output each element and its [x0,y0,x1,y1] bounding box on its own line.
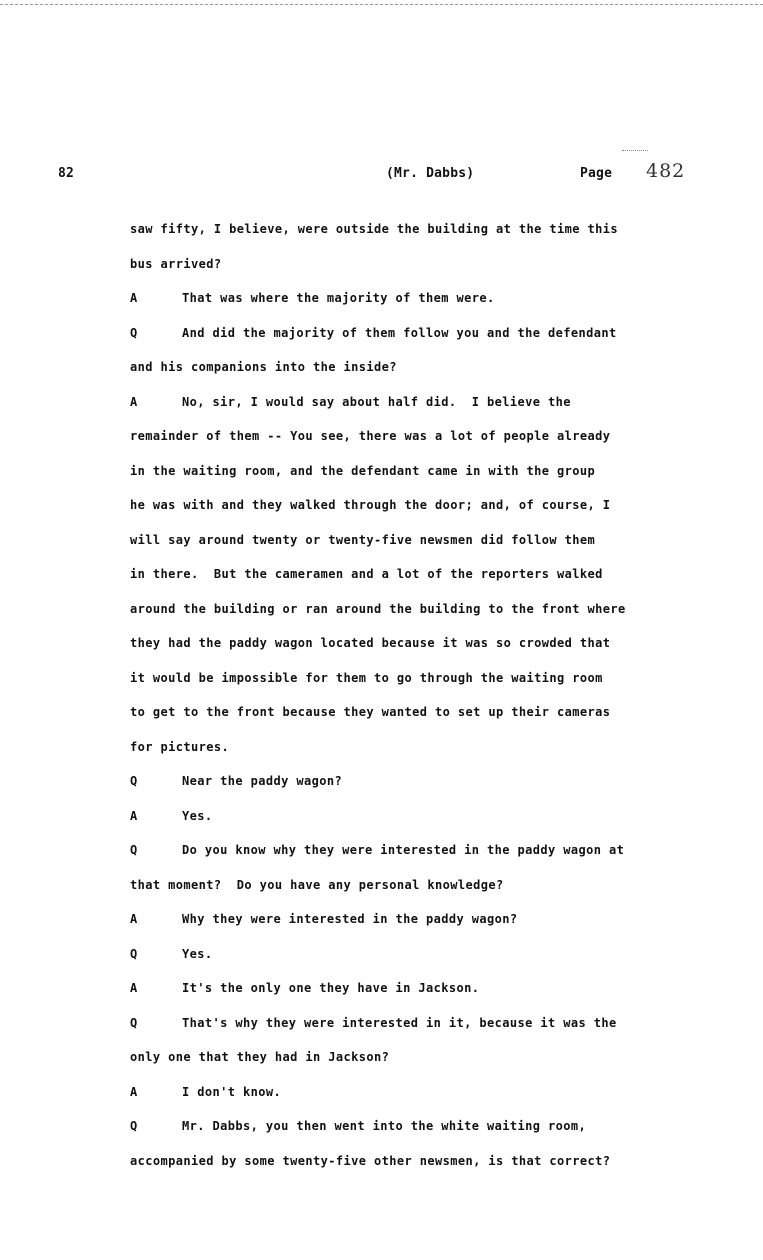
line-text: Mr. Dabbs, you then went into the white waiting room, [182,1119,587,1133]
transcript-line [130,255,730,290]
line-text: I don't know. [182,1084,282,1099]
transcript-line [130,1083,730,1118]
transcript-line [130,1152,730,1187]
line-text: Yes. [182,808,213,823]
speaker-marker: Q [130,325,138,340]
line-text: to get to the front because they wanted to set up their cameras [130,705,611,719]
line-text: Why they were interested in the paddy wagon? [182,912,518,926]
transcript-line [130,841,730,876]
speaker-marker: A [130,808,138,823]
transcript-line [130,496,730,531]
transcript-line [130,600,730,635]
transcript-line [130,220,730,255]
line-text: Do you know why they were interested in the paddy wagon at [182,843,625,857]
speaker-marker: Q [130,843,138,857]
speaker-marker: Q [130,1015,138,1030]
transcript-line [130,876,730,911]
line-text: Yes. [182,946,213,961]
speaker-marker: Q [130,774,138,788]
transcript-line [130,945,730,980]
transcript-line [130,910,730,945]
page-number-mark [622,150,648,151]
transcript-line [130,324,730,359]
speaker-marker: Q [130,946,138,961]
speaker-marker: A [130,912,138,926]
line-text: That was where the majority of them were. [182,291,495,305]
page-label: Page [580,166,613,181]
speaker-marker: A [130,981,138,995]
transcript-line [130,427,730,462]
transcript-line [130,1117,730,1152]
line-text: It's the only one they have in Jackson. [182,981,480,995]
line-text: will say around twenty or twenty-five newsmen did follow them [130,532,596,547]
line-text: bus arrived? [130,256,222,271]
transcript-line [130,772,730,807]
transcript-body [130,220,730,1186]
line-text: it would be impossible for them to go through the waiting room [130,670,603,685]
speaker-marker: A [130,291,138,305]
transcript-line [130,703,730,738]
line-text: accompanied by some twenty-five other newsmen, is that correct? [130,1153,611,1168]
transcript-line [130,358,730,393]
transcript-line [130,634,730,669]
speaker-marker: A [130,394,138,409]
witness-name: (Mr. Dabbs) [386,166,475,181]
transcript-line [130,565,730,600]
transcript-line [130,738,730,773]
line-text: and his companions into the inside? [130,360,397,374]
speaker-marker: A [130,1084,138,1099]
transcript-line [130,669,730,704]
line-text: in the waiting room, and the defendant came in with the group [130,463,596,478]
line-text: for pictures. [130,739,230,754]
transcript-line [130,1014,730,1049]
page-number: 482 [646,160,686,182]
transcript-line [130,979,730,1014]
transcript-line [130,462,730,497]
line-text: remainder of them -- You see, there was a lot of people already [130,429,611,443]
transcript-line [130,807,730,842]
transcript-line [130,531,730,566]
line-text: in there. But the cameramen and a lot of the reporters walked [130,567,603,581]
speaker-marker: Q [130,1119,138,1133]
transcript-line [130,393,730,428]
line-text: That's why they were interested in it, because it was the [182,1015,617,1030]
top-border-rule [0,4,763,5]
line-text: they had the paddy wagon located because it was so crowded that [130,636,611,650]
transcript-line [130,1048,730,1083]
line-text: that moment? Do you have any personal knowledge? [130,877,504,892]
line-text: only one that they had in Jackson? [130,1050,390,1064]
line-number: 82 [58,166,75,181]
line-text: around the building or ran around the building to the front where [130,601,626,616]
transcript-line [130,289,730,324]
line-text: No, sir, I would say about half did. I believe the [182,394,571,409]
line-text: And did the majority of them follow you and the defendant [182,325,617,340]
line-text: Near the paddy wagon? [182,774,343,788]
line-text: saw fifty, I believe, were outside the building at the time this [130,222,618,236]
line-text: he was with and they walked through the door; and, of course, I [130,498,611,512]
